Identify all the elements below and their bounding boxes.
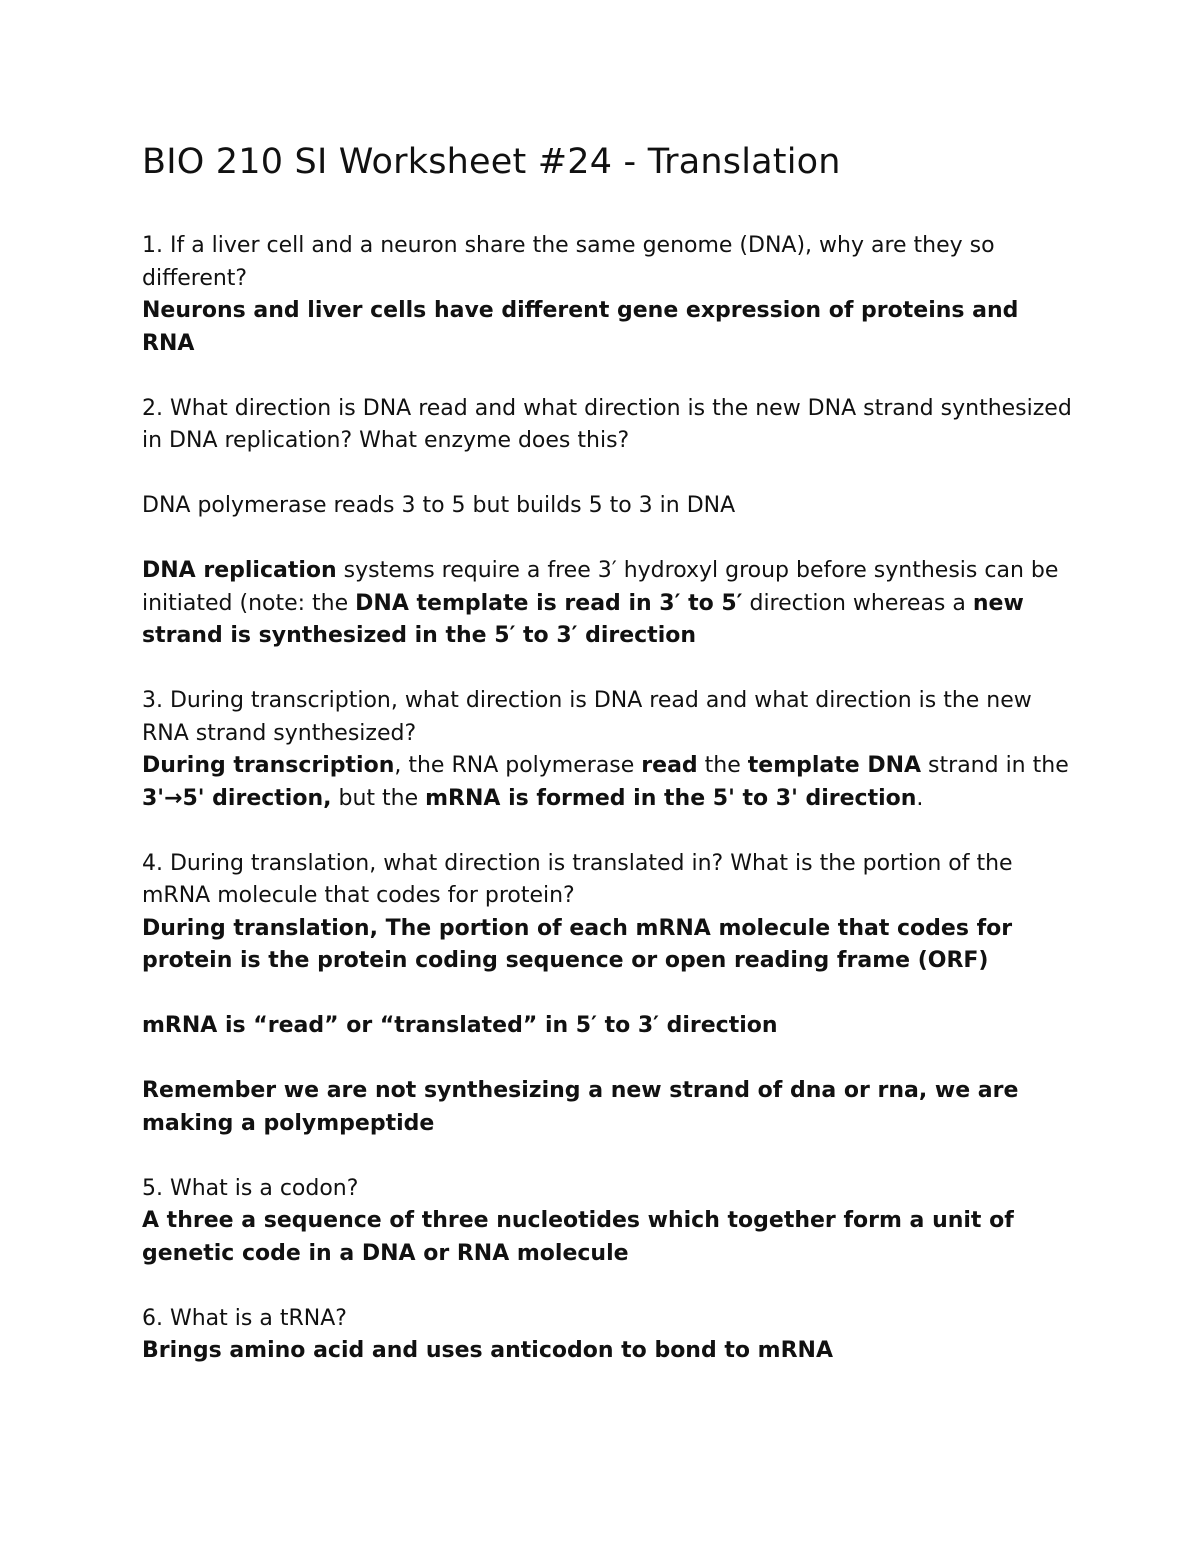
answer-2-text: direction whereas a [742,590,973,616]
answer-3-text: , the RNA polymerase [394,753,642,778]
answer-3-term: read [641,753,698,778]
question-5: 5. What is a codon? [142,1175,359,1201]
answer-2-plain: DNA polymerase reads 3 to 5 but builds 5 to 3 in DNA [142,493,736,518]
question-2: 2. What direction is DNA read and what direction is the new DNA strand synthesized in DNA replication? What enzyme does this? [142,395,1072,453]
answer-2-emphasis: new strand is synthesized in the 5′ to 3′ direction [142,590,1024,648]
answer-2-detail [142,555,1072,653]
page-title: BIO 210 SI Worksheet #24 - Translation [142,142,841,182]
answer-2-text: systems require a free 3′ hydroxyl group before synthesis can be initiated (note: the [142,558,1059,616]
spacer [142,523,1072,556]
answer-3-term: transcription [233,753,395,778]
answer-4: During translation, The portion of each mRNA molecule that codes for protein is the protein coding sequence or open reading frame (ORF) [142,915,1013,973]
spacer [142,360,1072,393]
answer-3-text: the [697,753,748,778]
answer-4-note: Remember we are not synthesizing a new strand of dna or rna, we are making a polympeptide [142,1078,1019,1136]
answer-3-term: mRNA is formed in the 5' to 3' direction [425,785,917,811]
question-4: 4. During translation, what direction is translated in? What is the portion of the mRNA molecule that codes for protein? [142,850,1013,908]
answer-2-term: DNA replication [142,558,337,583]
spacer [142,815,1072,848]
answer-3-text: . [916,785,924,811]
answer-6: Brings amino acid and uses anticodon to bond to mRNA [142,1338,833,1363]
answer-5: A three a sequence of three nucleotides which together form a unit of genetic code in a DNA or RNA molecule [142,1208,1014,1266]
spacer [142,458,1072,491]
answer-3-term: 3'→5' direction, [142,785,332,811]
spacer [142,978,1072,1011]
answer-1: Neurons and liver cells have different gene expression of proteins and RNA [142,298,1019,356]
question-6: 6. What is a tRNA? [142,1305,347,1331]
answer-3-text: During [142,753,234,778]
answer-3-text: but the [331,785,426,811]
answer-3-term: template DNA [747,753,922,778]
question-1: 1. If a liver cell and a neuron share the same genome (DNA), why are they so different? [142,233,995,291]
answer-3-text: strand in the [921,753,1069,778]
spacer [142,1270,1072,1303]
answer-4-direction: mRNA is “read” or “translated” in 5′ to 3′ direction [142,1013,778,1038]
spacer [142,653,1072,686]
answer-2-emphasis: DNA template is read in 3′ to 5′ [355,590,743,616]
answer-3 [142,750,1072,815]
spacer [142,1043,1072,1076]
spacer [142,1140,1072,1173]
worksheet-page [142,138,1072,1368]
question-3: 3. During transcription, what direction is DNA read and what direction is the new RNA strand synthesized? [142,688,1032,746]
